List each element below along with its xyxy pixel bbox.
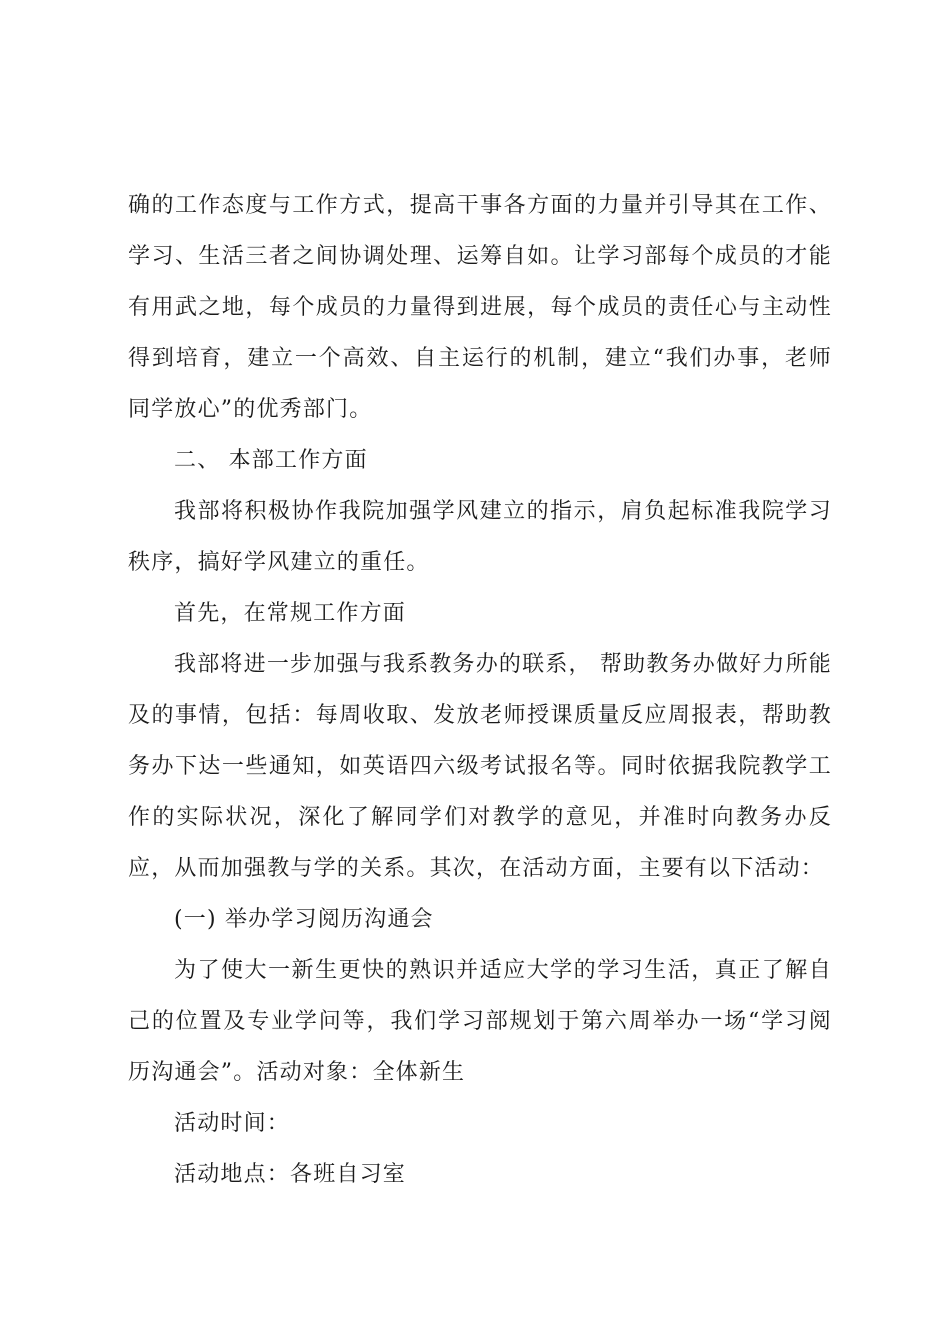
paragraph-continuation: 确的工作态度与工作方式，提高干事各方面的力量并引导其在工作、学习、生活三者之间协调处理、运筹自如。让学习部每个成员的才能有用武之地，每个成员的力量得到进展，每个成员的责任心与主动性得到培育，建立一个高效、自主运行的机制，建立“我们办事，老师同学放心”的优秀部门。 bbox=[128, 193, 832, 422]
subheading-exchange-meeting: (一) 举办学习阅历沟通会 bbox=[174, 907, 434, 932]
paragraph-academic-office: 我部将进一步加强与我系教务办的联系， 帮助教务办做好力所能及的事情，包括：每周收取、发放老师授课质量反应周报表，帮助教务办下达一些通知，如英语四六级考试报名等。同时依据我院教学工作的实际状况，深化了解同学们对教学的意见，并准时向教务办反应，从而加强教与学的关系。其次，在活动方面，主要有以下活动： bbox=[128, 652, 832, 881]
document-body bbox=[128, 180, 832, 1200]
section-heading-department-work: 二、 本部工作方面 bbox=[174, 448, 368, 473]
activity-location: 活动地点：各班自习室 bbox=[174, 1162, 407, 1187]
paragraph-study-style: 我部将积极协作我院加强学风建立的指示，肩负起标准我院学习秩序，搞好学风建立的重任。 bbox=[128, 499, 832, 575]
activity-time: 活动时间： bbox=[174, 1111, 291, 1136]
paragraph-meeting-purpose: 为了使大一新生更快的熟识并适应大学的学习生活，真正了解自己的位置及专业学问等，我们学习部规划于第六周举办一场“学习阅历沟通会”。活动对象：全体新生 bbox=[128, 958, 832, 1085]
subheading-routine-work: 首先，在常规工作方面 bbox=[174, 601, 407, 626]
